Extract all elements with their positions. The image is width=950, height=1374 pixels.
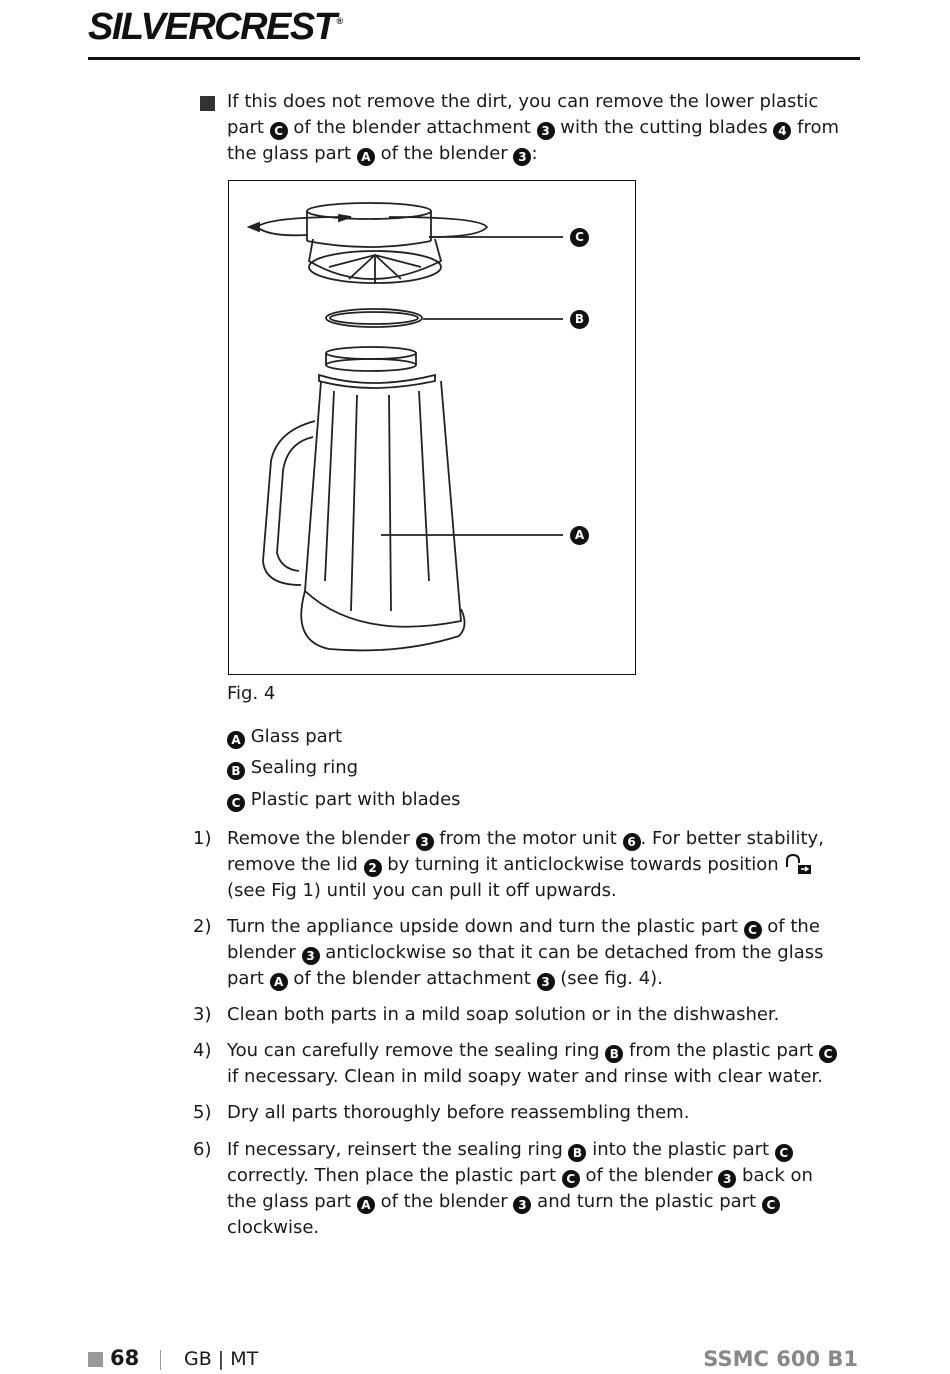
step-5-text: Dry all parts thoroughly before reassembling them. bbox=[227, 1102, 690, 1123]
footer-square bbox=[88, 1352, 103, 1367]
intro-paragraph: If this does not remove the dirt, you can remove the lower plastic part C of the blender attachment 3 with the cutting blades 4 from the glass part A of the blender 3 : bbox=[227, 91, 840, 164]
page-number: 68 bbox=[110, 1346, 140, 1370]
step-2-text: Turn the appliance upside down and turn the plastic part C of the blender 3 anticlockwise so that it can be detached from the glass part A of the blender attachment 3 (see fig. 4). bbox=[227, 916, 824, 989]
footer-divider bbox=[160, 1350, 161, 1370]
callout-c: C bbox=[570, 228, 589, 247]
rotation-arrow-left bbox=[257, 217, 344, 235]
model-number: SSMC 600 B1 bbox=[703, 1347, 858, 1371]
figure-caption: Fig. 4 bbox=[227, 683, 276, 704]
blender-illustration bbox=[229, 181, 634, 673]
bullet-square bbox=[200, 96, 215, 111]
footer-language: GB | MT bbox=[184, 1348, 259, 1370]
step-6-text: If necessary, reinsert the sealing ring B into the plastic part C correctly. Then place the plastic part C of the blender 3 back on the glass part A of the blender 3 and turn the plastic part C clockwise. bbox=[227, 1139, 813, 1238]
legend-item-b: B Sealing ring bbox=[227, 757, 358, 780]
legend-item-a: A Glass part bbox=[227, 726, 342, 749]
legend-item-c: C Plastic part with blades bbox=[227, 789, 461, 812]
unlock-position-icon bbox=[784, 853, 814, 875]
header-rule bbox=[88, 57, 860, 60]
step-4-text: You can carefully remove the sealing ring B from the plastic part C if necessary. Clean in mild soapy water and rinse with clear water. bbox=[227, 1038, 847, 1090]
callout-b: B bbox=[570, 310, 589, 329]
step-4-number: 4) bbox=[193, 1040, 212, 1061]
step-1-text: Remove the blender 3 from the motor unit 6 . For better stability, remove the lid 2 by turning it anticlockwise towards position (see Fig 1) until you can pull it off upwards. bbox=[227, 828, 824, 901]
step-1-number: 1) bbox=[193, 828, 212, 849]
rotation-arrow-right bbox=[389, 217, 487, 237]
step-6-number: 6) bbox=[193, 1139, 212, 1160]
figure-4 bbox=[228, 180, 636, 675]
step-3-text: Clean both parts in a mild soap solution or in the dishwasher. bbox=[227, 1004, 780, 1025]
callout-a: A bbox=[570, 526, 589, 545]
brand-logo: SILVERCREST® bbox=[88, 6, 342, 48]
step-2-number: 2) bbox=[193, 916, 212, 937]
step-3-number: 3) bbox=[193, 1004, 212, 1025]
step-5-number: 5) bbox=[193, 1102, 212, 1123]
